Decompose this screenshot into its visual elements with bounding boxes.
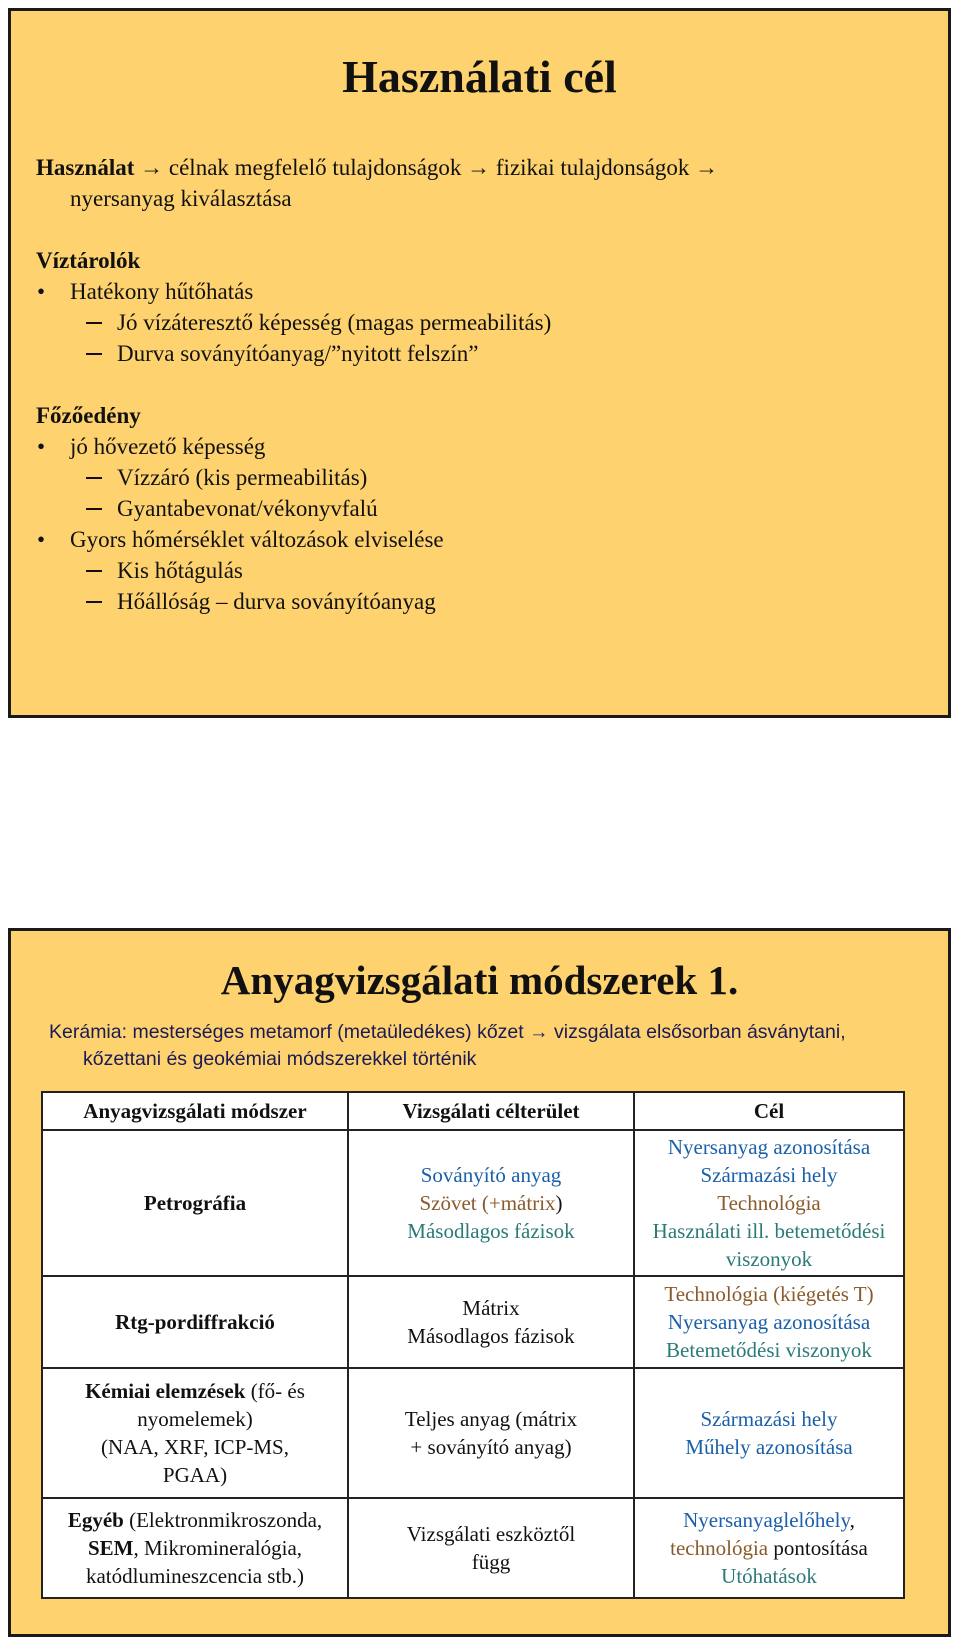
- slide2-title: Anyagvizsgálati módszerek 1.: [220, 957, 739, 1003]
- slide1-title: Használati cél: [342, 51, 617, 102]
- target-line: Másodlagos fázisok: [407, 1219, 575, 1243]
- goal-line: viszonyok: [725, 1247, 813, 1271]
- goal-line: Műhely azonosítása: [685, 1435, 853, 1459]
- target-cell: [348, 1130, 634, 1276]
- goal-cell: [634, 1368, 904, 1498]
- goal-cell: [634, 1498, 904, 1598]
- target-cell: [348, 1276, 634, 1368]
- dash-item: Durva soványítóanyag/”nyitott felszín”: [36, 338, 718, 369]
- column-header-goal: Cél: [634, 1092, 904, 1130]
- section-heading-water-containers: Víztárolók: [36, 248, 141, 273]
- dash-item: Jó vízáteresztő képesség (magas permeabilitás): [36, 307, 718, 338]
- usage-line-continued: nyersanyag kiválasztása: [70, 186, 292, 211]
- goal-line: technológia pontosítása: [670, 1536, 868, 1560]
- slide2-intro: [49, 1019, 929, 1073]
- goal-line: Technológia (kiégetés T): [664, 1282, 874, 1306]
- intro-line: kőzettani és geokémiai módszerekkel történik: [83, 1048, 477, 1070]
- target-line: Vizsgálati eszköztől: [406, 1522, 576, 1546]
- target-cell: [348, 1498, 634, 1598]
- table-row: [42, 1276, 904, 1368]
- goal-cell: [634, 1276, 904, 1368]
- method-cell: Egyéb (Elektronmikroszonda, SEM, Mikromineralógia, katódlumineszcencia stb.): [42, 1498, 348, 1598]
- goal-line: Betemetődési viszonyok: [666, 1338, 872, 1362]
- table-header-row: [42, 1092, 904, 1130]
- method-cell: Kémiai elemzések (fő- és nyomelemek) (NAA, XRF, ICP-MS, PGAA): [42, 1368, 348, 1498]
- goal-line: Származási hely: [700, 1163, 838, 1187]
- column-header-method: Anyagvizsgálati módszer: [42, 1092, 348, 1130]
- slide-purpose-of-use: [8, 8, 951, 718]
- usage-label: Használat: [36, 155, 135, 180]
- dash-item: Gyantabevonat/vékonyvfalú: [36, 493, 718, 524]
- target-line: Soványító anyag: [420, 1163, 562, 1187]
- table-row: [42, 1368, 904, 1498]
- method-cell: Rtg-pordiffrakció: [42, 1276, 348, 1368]
- goal-line: Technológia: [717, 1191, 821, 1215]
- target-line: Másodlagos fázisok: [407, 1324, 575, 1348]
- bullet-item: • Hatékony hűtőhatás: [36, 276, 718, 307]
- methods-table: [41, 1091, 905, 1599]
- table-row: [42, 1498, 904, 1598]
- dash-item: Hőállóság – durva soványítóanyag: [36, 586, 718, 617]
- goal-line: Használati ill. betemetődési: [652, 1219, 886, 1243]
- target-cell: [348, 1368, 634, 1498]
- table-row: [42, 1130, 904, 1276]
- intro-line: Kerámia: mesterséges metamorf (metaüledékes) kőzet → vizsgálata elsősorban ásványtani,: [49, 1021, 846, 1043]
- slide1-body: [36, 152, 718, 617]
- goal-line: Nyersanyag azonosítása: [667, 1310, 871, 1334]
- dash-item: Vízzáró (kis permeabilitás): [36, 462, 718, 493]
- slide-material-testing-methods: [8, 928, 951, 1637]
- target-line: Mátrix: [462, 1296, 520, 1320]
- target-line: függ: [471, 1550, 511, 1574]
- goal-line: Származási hely: [700, 1407, 838, 1431]
- goal-line: Nyersanyaglelőhely,: [683, 1508, 855, 1532]
- usage-line: [36, 152, 718, 183]
- bullet-item: • Gyors hőmérséklet változások elviselése: [36, 524, 718, 555]
- column-header-target: Vizsgálati célterület: [348, 1092, 634, 1130]
- target-line: Teljes anyag (mátrix: [404, 1407, 578, 1431]
- target-line: + soványító anyag): [410, 1435, 572, 1459]
- bullet-item: • jó hővezető képesség: [36, 431, 718, 462]
- target-line: Szövet (+mátrix): [419, 1191, 563, 1215]
- method-cell: Petrográfia: [42, 1130, 348, 1276]
- section-heading-cooking-vessel: Főzőedény: [36, 403, 141, 428]
- goal-line: Nyersanyag azonosítása: [667, 1135, 871, 1159]
- dash-item: Kis hőtágulás: [36, 555, 718, 586]
- goal-cell: [634, 1130, 904, 1276]
- usage-chain: → célnak megfelelő tulajdonságok → fizikai tulajdonságok →: [134, 155, 719, 180]
- goal-line: Utóhatások: [721, 1564, 817, 1588]
